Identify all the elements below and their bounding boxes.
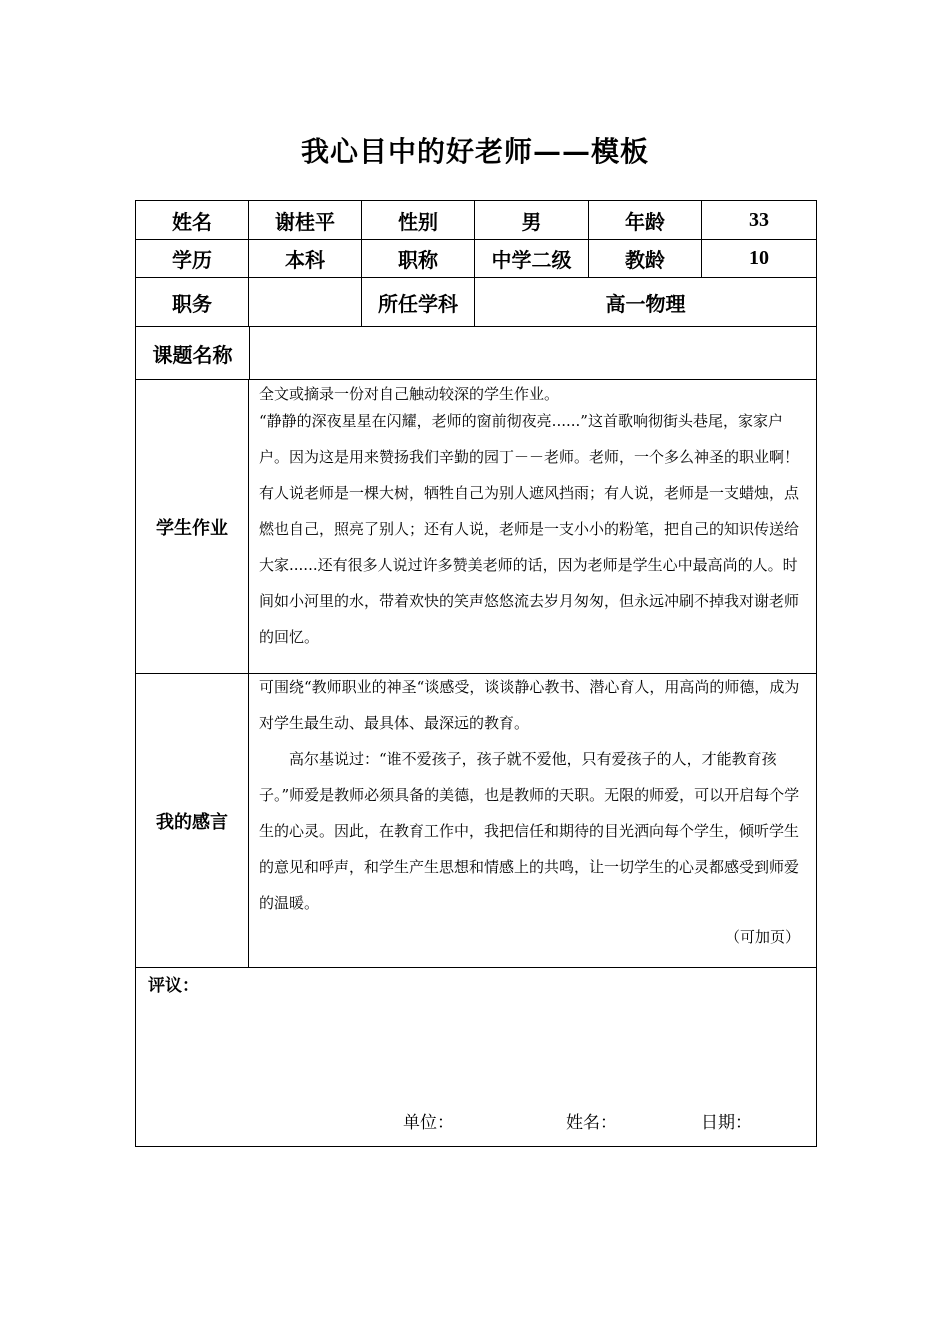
rank-value[interactable]: 中学二级 [475,240,589,278]
student-work-label: 学生作业 [136,380,249,674]
remarks-row [136,968,817,1147]
age-label: 年龄 [589,201,702,240]
info-row-2 [136,240,817,278]
education-label: 学历 [136,240,249,278]
teaching-years-label: 教龄 [589,240,702,278]
student-work-content[interactable] [249,380,817,674]
info-row-1 [136,201,817,240]
unit-label: 单位： [403,1113,454,1133]
remarks-cell[interactable] [136,968,817,1147]
add-page-note: （可加页） [724,928,800,946]
subject-label: 所任学科 [362,278,475,327]
gender-value[interactable]: 男 [475,201,589,240]
name-value[interactable]: 谢桂平 [249,201,362,240]
reflection-content[interactable] [249,674,817,968]
age-value[interactable]: 33 [702,201,817,240]
teaching-years-value[interactable]: 10 [702,240,817,278]
topic-cell [136,327,817,380]
student-work-intro: 全文或摘录一份对自己触动较深的学生作业。 [259,385,560,403]
topic-row [136,327,817,380]
reflection-intro: 可围绕“教师职业的神圣“谈感受，谈谈静心教书、潜心育人，用高尚的师德，成为对学生最生动、最具体、最深远的教育。 [259,678,800,732]
page-title: 我心目中的好老师——模板 [300,135,649,168]
gender-label: 性别 [362,201,475,240]
student-work-row [136,380,817,674]
date-label: 日期： [701,1113,752,1133]
topic-label: 课题名称 [152,342,233,367]
signer-name-label: 姓名： [566,1113,617,1133]
reflection-label: 我的感言 [136,674,249,968]
position-label: 职务 [136,278,249,327]
name-label: 姓名 [136,201,249,240]
teacher-form-table [135,200,817,1147]
info-row-3 [136,278,817,327]
position-value[interactable] [249,278,362,327]
subject-value[interactable]: 高一物理 [475,278,817,327]
education-value[interactable]: 本科 [249,240,362,278]
student-work-text: “静静的深夜星星在闪耀，老师的窗前彻夜亮......”这首歌响彻街头巷尾，家家户户。因为这是用来赞扬我们辛勤的园丁－－老师。老师，一个多么神圣的职业啊！有人说老师是一棵大树，牺牲自己为别人遮风挡雨；有人说，老师是一支蜡烛，点燃也自己，照亮了别人；还有人说，老师是一支小小的粉笔，把自己的知识传送给大家......还有很多人说过许多赞美老师的话，因为老师是学生心中最高尚的人。时间如小河里的水，带着欢快的笑声悠悠流去岁月匆匆，但永远冲刷不掉我对谢老师的回忆。 [259,412,800,646]
rank-label: 职称 [362,240,475,278]
reflection-row [136,674,817,968]
topic-value[interactable] [249,327,816,379]
remarks-label: 评议： [148,976,199,996]
reflection-text: 高尔基说过：“谁不爱孩子，孩子就不爱他，只有爱孩子的人，才能教育孩子。”师爱是教师必须具备的美德，也是教师的天职。无限的师爱，可以开启每个学生的心灵。因此，在教育工作中，我把信任和期待的目光洒向每个学生，倾听学生的意见和呼声，和学生产生思想和情感上的共鸣，让一切学生的心灵都感受到师爱的温暖。 [259,750,800,912]
